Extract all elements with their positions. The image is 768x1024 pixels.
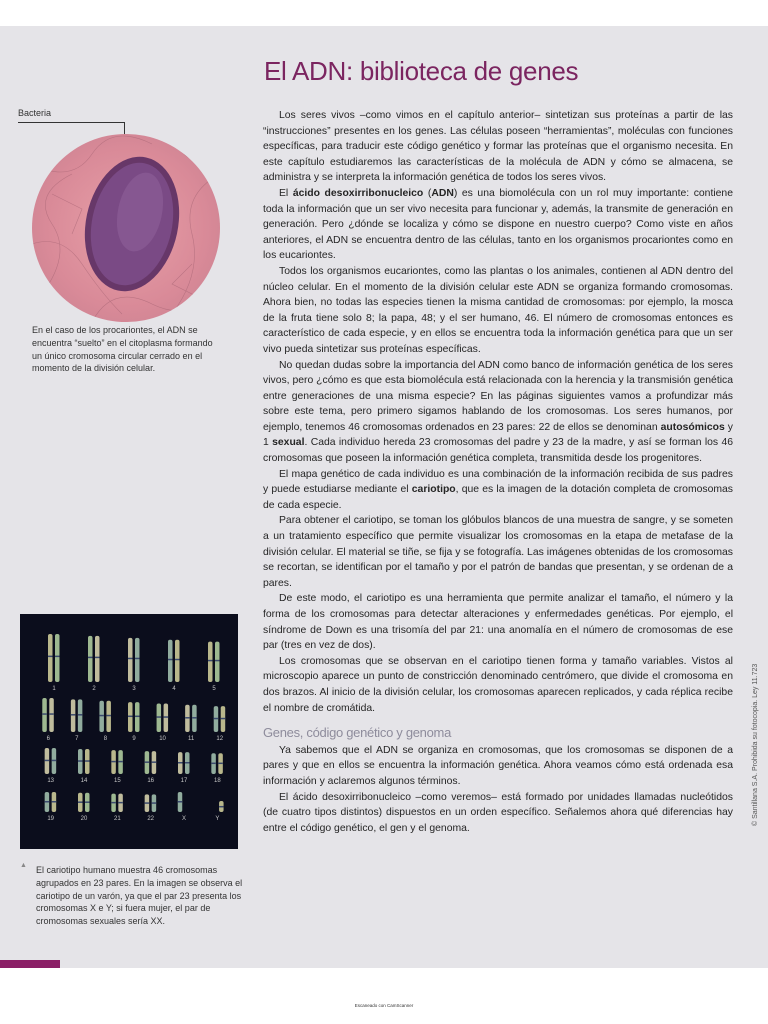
chromosome-pair-11 — [185, 705, 197, 732]
paragraph: Todos los organismos eucariontes, como las plantas o los animales, contienen al ADN dentro del núcleo celular. En el momento de la división celular este ADN se organiza formando cromosomas. Ahora bien, no todas las especies tienen la misma cantidad de cromosomas: por ejemplo, la mosca de la fruta tiene solo 8; la papa, 48; y el ser humano, 46. El número de cromosomas entonces es característico de cada especie, y en ellos se encuentra toda la información genética para que un ser vivo pueda sintetizar sus proteínas específicas. — [263, 265, 733, 355]
centromere-band — [52, 801, 57, 803]
bacteria-micrograph — [32, 134, 220, 322]
centromere-band — [99, 715, 104, 717]
centromere-band — [78, 714, 83, 716]
chromosome — [55, 634, 60, 682]
chromosome-pair-20 — [78, 793, 90, 812]
chromosome-number-label: 2 — [92, 686, 96, 692]
text-run: El — [279, 187, 293, 199]
chromosome — [175, 640, 180, 682]
centromere-band — [111, 802, 116, 804]
chromosome-number-label: 20 — [80, 816, 88, 822]
centromere-band — [71, 714, 76, 716]
centromere-band — [157, 716, 162, 718]
bold-term: ADN — [431, 187, 454, 199]
chromosome — [208, 642, 213, 682]
karyotype-chromosomes — [20, 614, 238, 849]
centromere-band — [145, 802, 150, 804]
centromere-band — [208, 660, 213, 662]
centromere-band — [145, 761, 150, 763]
paragraph: El ácido desoxirribonucleico –como veremos– está formado por unidades llamadas nucleótidos (de cuatro tipos distintos) dispuestos en un orden específico. Señalemos ahora qué diferencias hay entre el código genético, el gen y el genoma. — [263, 791, 733, 834]
text-run: El mapa genético de cada individuo es una combinación de la información recibida de sus padres y puede estudiarse mediante el — [263, 468, 733, 496]
paragraph: Ya sabemos que el ADN se organiza en cromosomas, que los cromosomas se disponen de a pares y que en ellos se encuentra la información genética. Ahora veamos cómo está ordenada esa información y aclaremos algunos términos. — [263, 744, 733, 787]
chromosome-pair-18 — [211, 753, 223, 774]
centromere-band — [95, 657, 100, 659]
text-run: ( — [423, 187, 432, 199]
centromere-band — [219, 806, 224, 808]
main-text — [263, 108, 733, 836]
centromere-band — [185, 717, 190, 719]
chromosome — [128, 638, 133, 682]
centromere-band — [152, 761, 157, 763]
chromosome-number-label: 8 — [103, 736, 108, 742]
page-title: El ADN: biblioteca de genes — [264, 56, 579, 86]
bold-term: sexual — [272, 437, 305, 449]
chromosome-pair-12 — [214, 706, 226, 732]
chromosome — [88, 636, 93, 682]
bacteria-label: Bacteria — [18, 108, 52, 118]
chromosome-number-label: X — [181, 816, 187, 822]
page-edge-stripe — [0, 960, 60, 968]
centromere-band — [88, 657, 93, 659]
chromosome — [49, 698, 54, 732]
caption-marker-icon: ▲ — [20, 862, 27, 869]
chromosome-pair-21 — [111, 794, 123, 812]
chromosome-pair-19 — [45, 792, 57, 812]
chromosome — [106, 701, 111, 732]
centromere-band — [118, 761, 123, 763]
chromosome-number-label: 19 — [47, 816, 55, 822]
centromere-band — [118, 802, 123, 804]
centromere-band — [135, 716, 140, 718]
text-run: . Cada individuo hereda 23 cromosomas del padre y 23 de la madre, y así se forman los 46 cromosomas que poseen la información genética completa, transmitida desde los progenitores. — [263, 437, 733, 465]
chromosome-number-label: 21 — [113, 816, 121, 822]
chromosome-number-label: 17 — [180, 778, 188, 784]
centromere-band — [178, 801, 183, 803]
paragraph — [263, 467, 733, 514]
chromosome-pair-9 — [128, 702, 140, 732]
bold-term: cariotipo — [411, 484, 456, 496]
centromere-band — [52, 760, 57, 762]
chromosome-pair-16 — [145, 751, 157, 774]
chromosome-pair-22 — [145, 794, 157, 812]
chromosome — [135, 638, 140, 682]
centromere-band — [214, 718, 219, 720]
centromere-band — [78, 760, 83, 762]
centromere-band — [45, 801, 50, 803]
text-run: ) es una biomolécula con un rol muy importante: contiene toda la información que un ser vivo necesita para funcionar y, además, la transmite de generación en generación. Pero ¿dónde se localiza y cómo se dispone en nuestro cuerpo? Como viste en años anteriores, el ADN se encuentra dentro de las células, tanto en los organismos procariontes como en los eucariontes. — [263, 187, 733, 262]
centromere-band — [128, 716, 133, 718]
chromosome-number-label: 11 — [188, 736, 195, 742]
paragraph — [263, 186, 733, 264]
paragraph: De este modo, el cariotipo es una herramienta que permite analizar el tamaño, el número y la forma de los cromosomas para detectar alteraciones y enfermedades genéticas. Por ejemplo, el síndrome de Down es una trisomía del par 21: una anomalía en el número de cromosomas de ese par (tres en vez de dos). — [263, 593, 733, 652]
bacteria-caption: En el caso de los procariontes, el ADN se encuentra “suelto” en el citoplasma formando un único cromosoma circular cerrado en el momento de la división celular. — [32, 325, 213, 374]
paragraph: Los seres vivos –como vimos en el capítulo anterior– sintetizan sus proteínas a partir de las “instrucciones” presentes en los genes. Las células poseen “herramientas”, moléculas con funciones específicas, para traducir este código genético y formar las proteínas que el organismo necesita. En este capítulo estudiaremos las características de la molécula de ADN y cómo se almacena, se administra y se interpreta la información genética de todos los seres vivos. — [263, 110, 733, 184]
chromosome — [168, 640, 173, 682]
centromere-band — [218, 763, 223, 765]
chromosome-pair-17 — [178, 752, 190, 774]
chromosome-number-label: 22 — [147, 816, 155, 822]
chromosome-pair-5 — [208, 642, 220, 682]
centromere-band — [78, 801, 83, 803]
chromosome-pair-Y — [219, 801, 224, 812]
chromosome — [215, 642, 220, 682]
centromere-band — [49, 713, 54, 715]
chromosome-number-label: 3 — [132, 686, 136, 692]
bold-term: autosómicos — [660, 421, 725, 433]
chromosome-number-label: 15 — [113, 778, 121, 784]
chromosome-number-label: 12 — [216, 736, 224, 742]
chromosome-pair-X — [178, 792, 183, 812]
chromosome — [48, 634, 53, 682]
chromosome-pair-7 — [71, 699, 83, 732]
centromere-band — [215, 660, 220, 662]
centromere-band — [164, 716, 169, 718]
chromosome-pair-15 — [111, 750, 123, 774]
text-run: y 1 — [263, 421, 733, 449]
chromosome — [95, 636, 100, 682]
chromosome — [78, 699, 83, 732]
paragraph: Para obtener el cariotipo, se toman los glóbulos blancos de una muestra de sangre, y se someten a un tratamiento específico que permite visualizar los cromosomas en la etapa de metafase de la división celular. El material se tiñe, se fija y se fotografía. Las imágenes obtenidas de los cromosomas se recortan, se identifican por el tamaño y por el patrón de bandas que presentan, y se ordenan de a pares. — [263, 515, 733, 589]
text-run: , que es la imagen de la dotación completa de cromosomas de cada especie. — [263, 484, 733, 511]
chromosome-number-label: 5 — [212, 686, 216, 692]
chromosome-pair-8 — [99, 701, 111, 732]
section-subheading: Genes, código genético y genoma — [263, 725, 451, 741]
chromosome-number-label: 7 — [75, 736, 79, 742]
centromere-band — [106, 715, 111, 717]
chromosome-number-label: 6 — [46, 736, 50, 742]
chromosome-number-label: 16 — [147, 778, 155, 784]
centromere-band — [185, 762, 190, 764]
paragraph — [263, 358, 733, 467]
chromosome-pair-1 — [48, 634, 60, 682]
centromere-band — [178, 762, 183, 764]
centromere-band — [111, 761, 116, 763]
centromere-band — [211, 763, 216, 765]
chromosome — [99, 701, 104, 732]
chromosome-pair-14 — [78, 749, 90, 774]
chromosome-number-label: Y — [215, 816, 220, 822]
centromere-band — [128, 658, 133, 660]
centromere-band — [152, 802, 157, 804]
karyotype-photo — [20, 614, 238, 849]
chromosome-pair-2 — [88, 636, 100, 682]
centromere-band — [192, 717, 197, 719]
chromosome — [71, 699, 76, 732]
centromere-band — [175, 659, 180, 661]
chromosome-pair-3 — [128, 638, 140, 682]
centromere-band — [168, 659, 173, 661]
chromosome — [42, 698, 47, 732]
chromosome-number-label: 13 — [47, 778, 55, 784]
paragraph: Los cromosomas que se observan en el cariotipo tienen forma y tamaño variables. Vistos al microscopio aparece un punto de constricción denominado centrómero, que divide el cromosoma en dos brazos. Al inicio de la división celular, los cromosomas aparecen replicados, y cada réplica recibe el nombre de cromátida. — [263, 655, 733, 714]
chromosome-pair-13 — [45, 748, 57, 774]
chromosome-pair-10 — [157, 703, 169, 732]
bold-term: ácido desoxirribonucleico — [292, 187, 424, 199]
chromosome-number-label: 4 — [172, 686, 176, 692]
centromere-band — [135, 658, 140, 660]
karyotype-caption: El cariotipo humano muestra 46 cromosomas agrupados en 23 pares. En la imagen se observa el cariotipo de un varón, ya que el par 23 presenta los cromosomas X e Y; si fuera mujer, el par de cromosomas sexuales sería XX. — [36, 865, 243, 927]
chromosome-number-label: 10 — [159, 736, 166, 742]
copyright-notice: © Santillana S.A. Prohibida su fotocopia. Ley 11.723 — [752, 663, 759, 826]
centromere-band — [42, 713, 47, 715]
centromere-band — [85, 801, 90, 803]
chromosome-pair-4 — [168, 640, 180, 682]
chromosome-number-label: 1 — [52, 686, 56, 692]
book-page — [0, 26, 768, 968]
chromosome-number-label: 18 — [213, 778, 221, 784]
centromere-band — [55, 656, 60, 658]
chromosome-pair-6 — [42, 698, 54, 732]
centromere-band — [48, 656, 53, 658]
centromere-band — [85, 760, 90, 762]
centromere-band — [221, 718, 226, 720]
scanner-watermark: Escaneado con CamScanner — [354, 1003, 414, 1008]
text-run: No quedan dudas sobre la importancia del ADN como banco de información genética de los seres vivos, pero ¿cómo es que esta biomolécula está relacionada con la herencia y la transmisión genética entre generaciones de una misma especie? En las páginas siguientes vamos a profundizar más sobre este tema, pero primero sigamos hablando de los cromosomas. Los seres humanos, por ejemplo, tenemos 46 cromosomas ordenados en 23 pares: 22 de ellos se denominan — [263, 359, 733, 433]
bacteria-illustration — [32, 134, 220, 322]
chromosome-number-label: 9 — [132, 736, 136, 742]
centromere-band — [45, 760, 50, 762]
chromosome-number-label: 14 — [80, 778, 88, 784]
